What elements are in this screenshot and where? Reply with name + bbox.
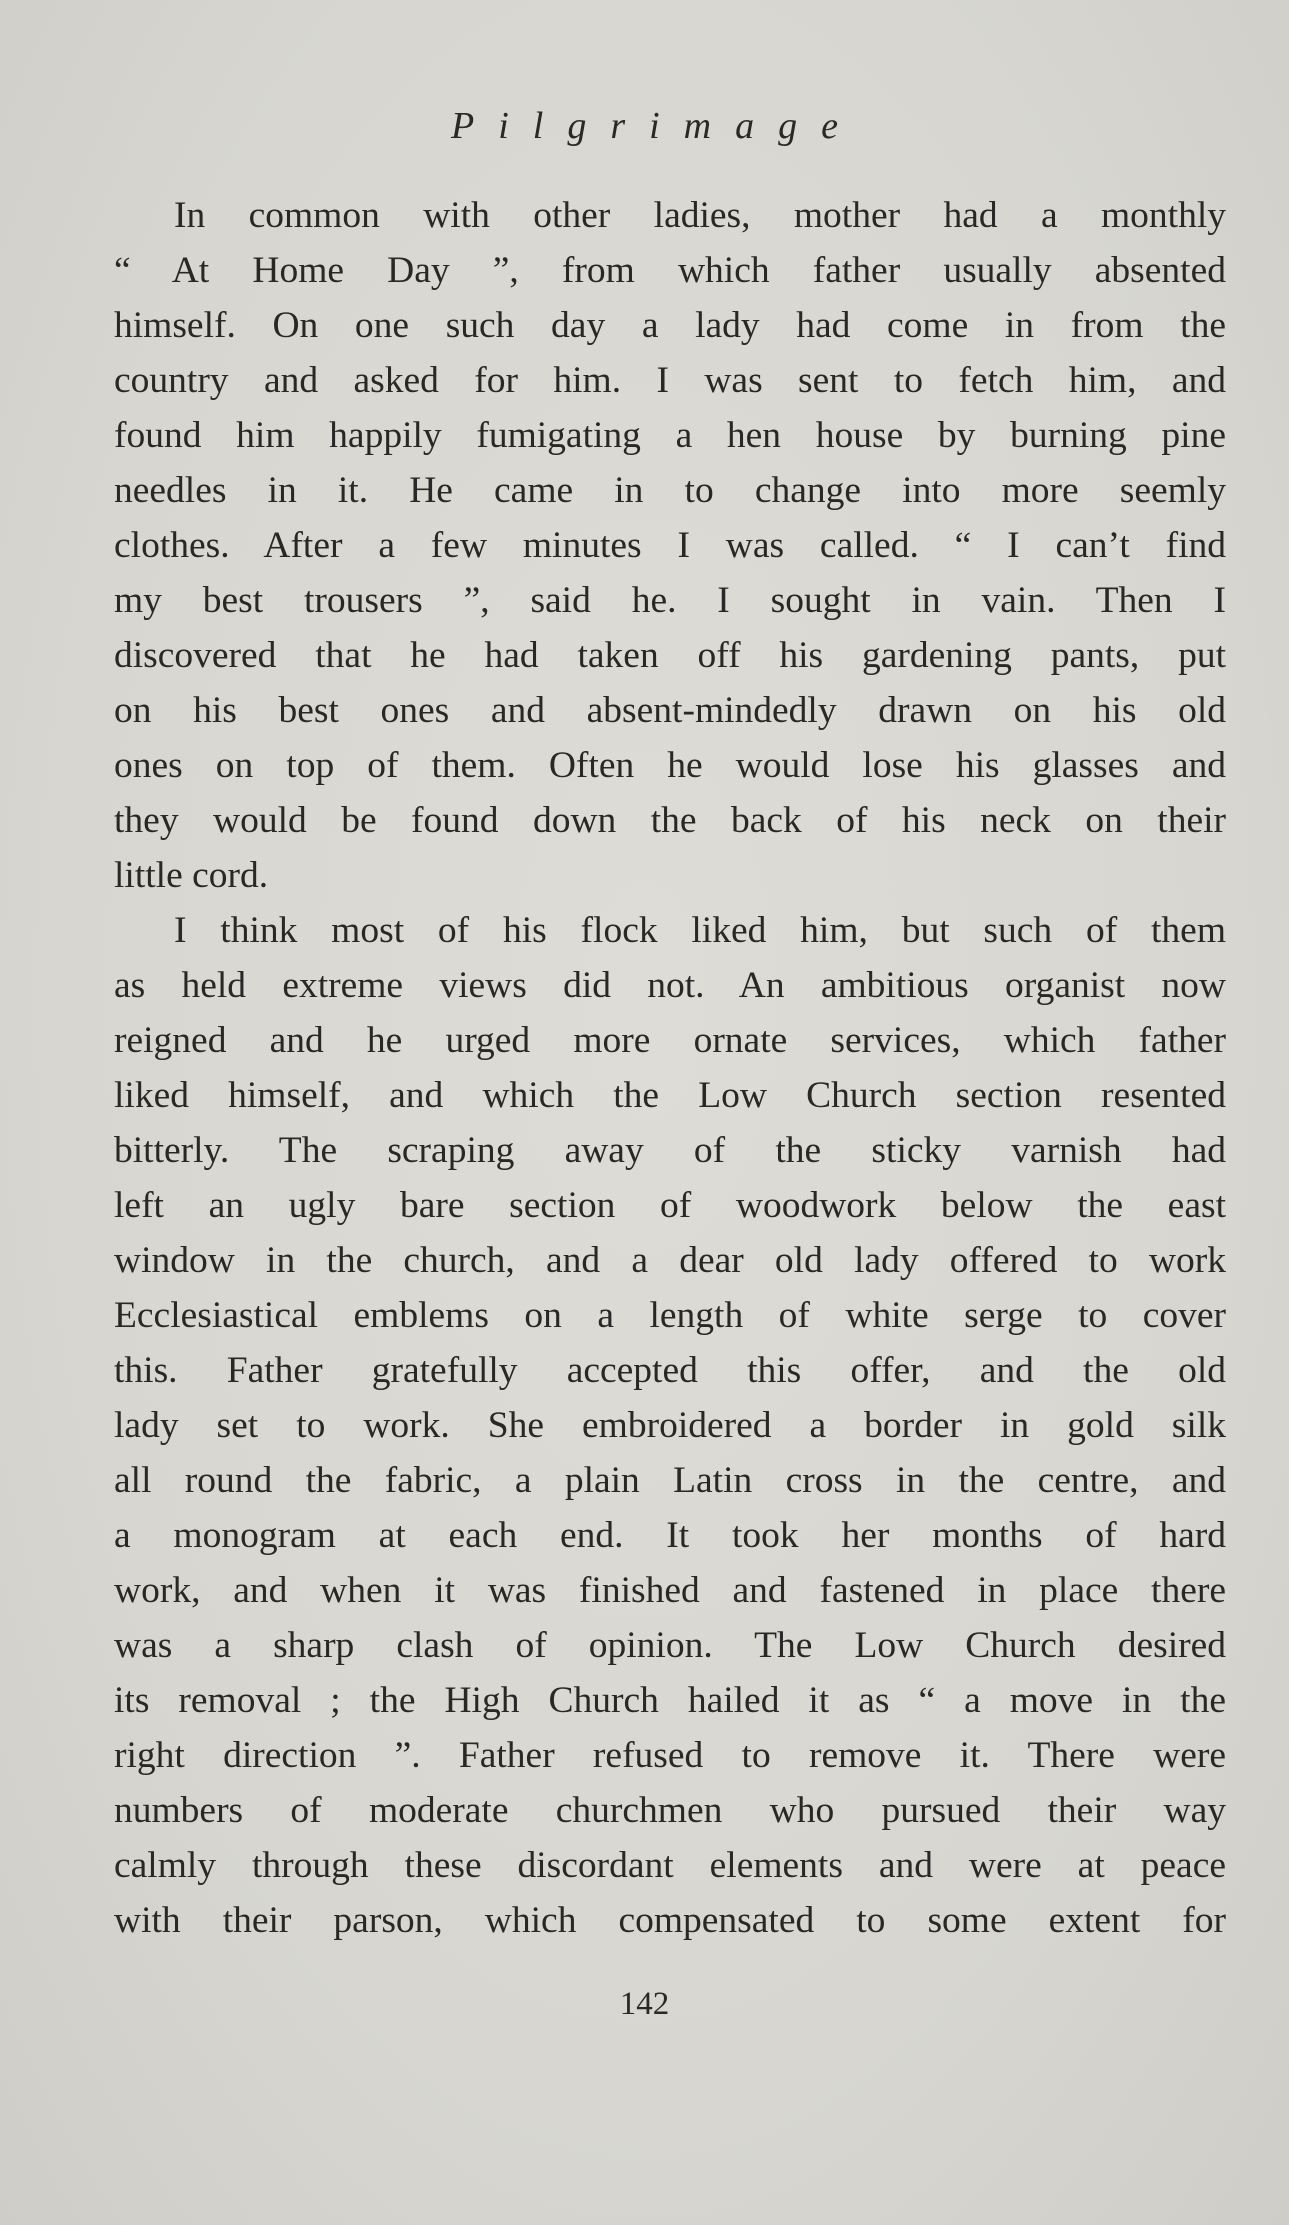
text-line: needles in it. He came in to change into more seemly — [114, 470, 1226, 511]
text-line: country and asked for him. I was sent to fetch him, and — [114, 360, 1226, 401]
text-line: left an ugly bare section of woodwork below the east — [114, 1185, 1226, 1226]
text-line: a monogram at each end. It took her months of hard — [114, 1515, 1226, 1556]
text-line: found him happily fumigating a hen house by burning pine — [114, 415, 1226, 456]
text-line: discovered that he had taken off his gardening pants, put — [114, 635, 1226, 676]
running-head: Pilgrimage — [451, 105, 862, 147]
text-line: work, and when it was finished and fastened in place there — [114, 1570, 1226, 1611]
text-line: right direction ”. Father refused to remove it. There were — [114, 1735, 1226, 1776]
text-line: numbers of moderate churchmen who pursued their way — [114, 1790, 1226, 1831]
text-line: himself. On one such day a lady had come in from the — [114, 305, 1226, 346]
text-line: In common with other ladies, mother had a monthly — [174, 195, 1226, 236]
text-line: was a sharp clash of opinion. The Low Church desired — [114, 1625, 1226, 1666]
text-line: I think most of his flock liked him, but such of them — [174, 910, 1226, 951]
text-line: calmly through these discordant elements and were at peace — [114, 1845, 1226, 1886]
text-line: reigned and he urged more ornate services, which father — [114, 1020, 1226, 1061]
text-line: “ At Home Day ”, from which father usually absented — [114, 250, 1226, 291]
body-text — [114, 188, 1226, 1948]
text-line: ones on top of them. Often he would lose his glasses and — [114, 745, 1226, 786]
text-line: all round the fabric, a plain Latin cross in the centre, and — [114, 1460, 1226, 1501]
text-line: Ecclesiastical emblems on a length of white serge to cover — [114, 1295, 1226, 1336]
text-line: liked himself, and which the Low Church section resented — [114, 1075, 1226, 1116]
paragraph — [114, 188, 1226, 903]
text-line: as held extreme views did not. An ambitious organist now — [114, 965, 1226, 1006]
text-line: this. Father gratefully accepted this offer, and the old — [114, 1350, 1226, 1391]
text-line: its removal ; the High Church hailed it as “ a move in the — [114, 1680, 1226, 1721]
paragraph — [114, 903, 1226, 1948]
text-line: they would be found down the back of his neck on their — [114, 800, 1226, 841]
page-number: 142 — [619, 1986, 670, 2022]
text-line: little cord. — [114, 855, 269, 896]
text-line: lady set to work. She embroidered a border in gold silk — [114, 1405, 1226, 1446]
text-line: on his best ones and absent-mindedly drawn on his old — [114, 690, 1226, 731]
text-line: window in the church, and a dear old lady offered to work — [114, 1240, 1226, 1281]
text-line: bitterly. The scraping away of the sticky varnish had — [114, 1130, 1226, 1171]
text-line: my best trousers ”, said he. I sought in vain. Then I — [114, 580, 1226, 621]
text-line: with their parson, which compensated to some extent for — [114, 1900, 1226, 1941]
text-line: clothes. After a few minutes I was called. “ I can’t find — [114, 525, 1226, 566]
